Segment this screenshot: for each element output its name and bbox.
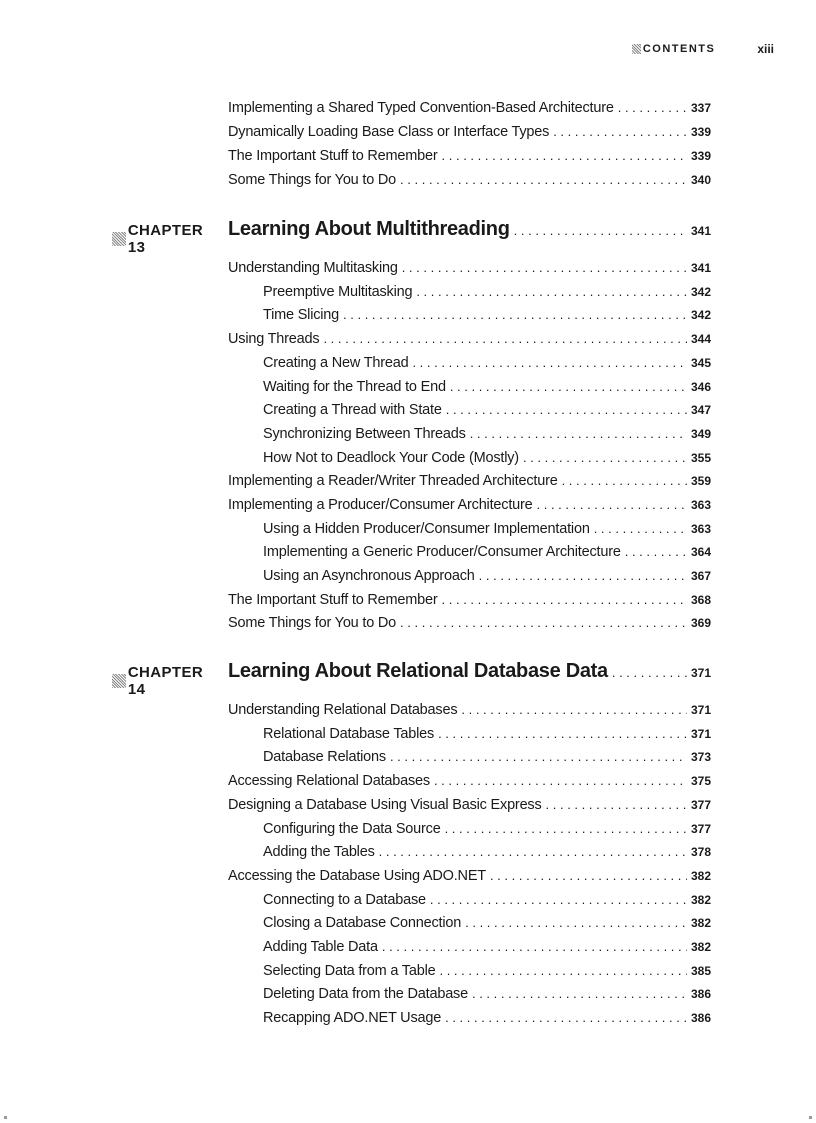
- toc-entry[interactable]: [228, 795, 711, 815]
- toc-entry-page: 369: [690, 616, 711, 630]
- toc-entry-page: 378: [690, 845, 711, 859]
- toc-entry-title: Database Relations: [263, 749, 386, 765]
- toc-entry-title: Synchronizing Between Threads: [263, 426, 466, 442]
- toc-subentry[interactable]: [263, 519, 711, 539]
- toc-entry-title: Time Slicing: [263, 307, 340, 323]
- chapter-marker-icon: [112, 674, 126, 688]
- chapter-13-title[interactable]: [228, 218, 711, 242]
- toc-entry-page: 382: [690, 869, 711, 883]
- toc-entry-title: Preemptive Multitasking: [263, 284, 413, 300]
- toc-entry-page: 364: [690, 545, 711, 559]
- toc-entry-page: 367: [690, 569, 711, 583]
- toc-entry-title: Implementing a Shared Typed Convention-Based Architecture: [228, 100, 614, 116]
- scan-corner-mark: [809, 1116, 812, 1119]
- toc-entry-title: Using a Hidden Producer/Consumer Implementation: [263, 521, 590, 537]
- toc-subentry[interactable]: [263, 819, 711, 839]
- toc-entry[interactable]: [228, 98, 711, 118]
- toc-entry-page: 382: [690, 916, 711, 930]
- toc-subentry[interactable]: [263, 890, 711, 910]
- toc-entry-page: 363: [690, 498, 711, 512]
- toc-entry-title: Accessing Relational Databases: [228, 773, 430, 789]
- toc-subentry[interactable]: [263, 961, 711, 981]
- toc-subentry[interactable]: [263, 353, 711, 373]
- toc-entry[interactable]: [228, 866, 711, 886]
- toc-subentry[interactable]: [263, 566, 711, 586]
- toc-entry-page: 371: [690, 727, 711, 741]
- toc-entry-title: Implementing a Reader/Writer Threaded Architecture: [228, 473, 558, 489]
- toc-entry[interactable]: [228, 170, 711, 190]
- toc-entry-title: Waiting for the Thread to End: [263, 379, 446, 395]
- running-header: [632, 42, 774, 56]
- toc-entry[interactable]: [228, 700, 711, 720]
- toc-subentry[interactable]: [263, 400, 711, 420]
- toc-subentry[interactable]: [263, 747, 711, 767]
- toc-subentry[interactable]: [263, 424, 711, 444]
- toc-entry-page: 371: [690, 703, 711, 717]
- toc-entry-page: 375: [690, 774, 711, 788]
- toc-entry-title: Dynamically Loading Base Class or Interface Types: [228, 124, 550, 140]
- toc-entry-title: Deleting Data from the Database: [263, 986, 468, 1002]
- toc-entry-title: Relational Database Tables: [263, 726, 435, 742]
- toc-entry-title: Creating a Thread with State: [263, 402, 442, 418]
- toc-entry-page: 377: [690, 798, 711, 812]
- toc-entry-title: Implementing a Producer/Consumer Architecture: [228, 497, 533, 513]
- toc-entry-title: Some Things for You to Do: [228, 615, 397, 631]
- toc-entry-title: Designing a Database Using Visual Basic Express: [228, 797, 542, 813]
- toc-entry-page: 340: [690, 173, 711, 187]
- toc-entry-title: Some Things for You to Do: [228, 172, 397, 188]
- toc-subentry[interactable]: [263, 1008, 711, 1028]
- toc-entry-page: 339: [690, 125, 711, 139]
- toc-subentry[interactable]: [263, 913, 711, 933]
- chapter-14-label: [112, 664, 212, 698]
- chapter-title-text: Learning About Multithreading: [228, 218, 510, 240]
- toc-entry-page: 342: [690, 285, 711, 299]
- toc-entry-page: 385: [690, 964, 711, 978]
- chapter-title-page: 371: [690, 666, 711, 680]
- toc-entry-title: The Important Stuff to Remember: [228, 148, 438, 164]
- chapter-14-title[interactable]: [228, 660, 711, 684]
- toc-entry[interactable]: [228, 495, 711, 515]
- toc-subentry[interactable]: [263, 448, 711, 468]
- toc-subentry[interactable]: [263, 542, 711, 562]
- toc-subentry[interactable]: [263, 305, 711, 325]
- toc-entry[interactable]: [228, 329, 711, 349]
- toc-entry[interactable]: [228, 471, 711, 491]
- toc-entry-title: Using Threads: [228, 331, 320, 347]
- toc-entry-title: Implementing a Generic Producer/Consumer Architecture: [263, 544, 621, 560]
- toc-entry-title: Closing a Database Connection: [263, 915, 462, 931]
- toc-entry-page: 347: [690, 403, 711, 417]
- toc-entry-page: 345: [690, 356, 711, 370]
- toc-entry-page: 382: [690, 940, 711, 954]
- toc-entry-title: How Not to Deadlock Your Code (Mostly): [263, 450, 519, 466]
- toc-entry-title: Understanding Relational Databases: [228, 702, 458, 718]
- toc-entry-page: 349: [690, 427, 711, 441]
- toc-entry-page: 373: [690, 750, 711, 764]
- toc-entry[interactable]: [228, 590, 711, 610]
- chapter-number: CHAPTER 14: [127, 664, 204, 698]
- toc-entry-page: 337: [690, 101, 711, 115]
- toc-entry-title: Understanding Multitasking: [228, 260, 398, 276]
- toc-entry-title: Accessing the Database Using ADO.NET: [228, 868, 486, 884]
- toc-entry-page: 382: [690, 893, 711, 907]
- toc-entry-page: 355: [690, 451, 711, 465]
- toc-entry-page: 386: [690, 1011, 711, 1025]
- toc-entry[interactable]: [228, 771, 711, 791]
- toc-entry-page: 386: [690, 987, 711, 1001]
- toc-entry-page: 346: [690, 380, 711, 394]
- toc-entry[interactable]: [228, 146, 711, 166]
- scan-corner-mark: [4, 1116, 7, 1119]
- chapter-title-text: Learning About Relational Database Data: [228, 660, 608, 682]
- toc-entry-title: Connecting to a Database: [263, 892, 426, 908]
- toc-entry[interactable]: [228, 122, 711, 142]
- toc-entry-title: Adding the Tables: [263, 844, 375, 860]
- toc-entry-page: 344: [690, 332, 711, 346]
- chapter-13-label: [112, 222, 212, 256]
- toc-entry-title: Recapping ADO.NET Usage: [263, 1010, 442, 1026]
- toc-entry-title: Using an Asynchronous Approach: [263, 568, 475, 584]
- toc-entry-title: Adding Table Data: [263, 939, 378, 955]
- toc-entry-page: 377: [690, 822, 711, 836]
- toc-entry-page: 363: [690, 522, 711, 536]
- toc-entry-page: 341: [690, 261, 711, 275]
- toc-subentry[interactable]: [263, 282, 711, 302]
- toc-subentry[interactable]: [263, 842, 711, 862]
- toc-entry-page: 339: [690, 149, 711, 163]
- toc-subentry[interactable]: [263, 724, 711, 744]
- toc-entry-page: 368: [690, 593, 711, 607]
- header-page-number: xiii: [757, 42, 774, 56]
- chapter-marker-icon: [112, 232, 126, 246]
- toc-entry-page: 359: [690, 474, 711, 488]
- toc-subentry[interactable]: [263, 377, 711, 397]
- header-section: CONTENTS: [642, 43, 716, 55]
- toc-entry-title: Selecting Data from a Table: [263, 963, 436, 979]
- toc-entry-page: 342: [690, 308, 711, 322]
- header-marker-icon: [632, 44, 641, 54]
- toc-subentry[interactable]: [263, 937, 711, 957]
- chapter-title-page: 341: [690, 224, 711, 238]
- toc-entry[interactable]: [228, 258, 711, 278]
- chapter-number: CHAPTER 13: [127, 222, 204, 256]
- toc-entry[interactable]: [228, 613, 711, 633]
- toc-subentry[interactable]: [263, 984, 711, 1004]
- toc-entry-title: Configuring the Data Source: [263, 821, 441, 837]
- toc-entry-title: Creating a New Thread: [263, 355, 409, 371]
- toc-entry-title: The Important Stuff to Remember: [228, 592, 438, 608]
